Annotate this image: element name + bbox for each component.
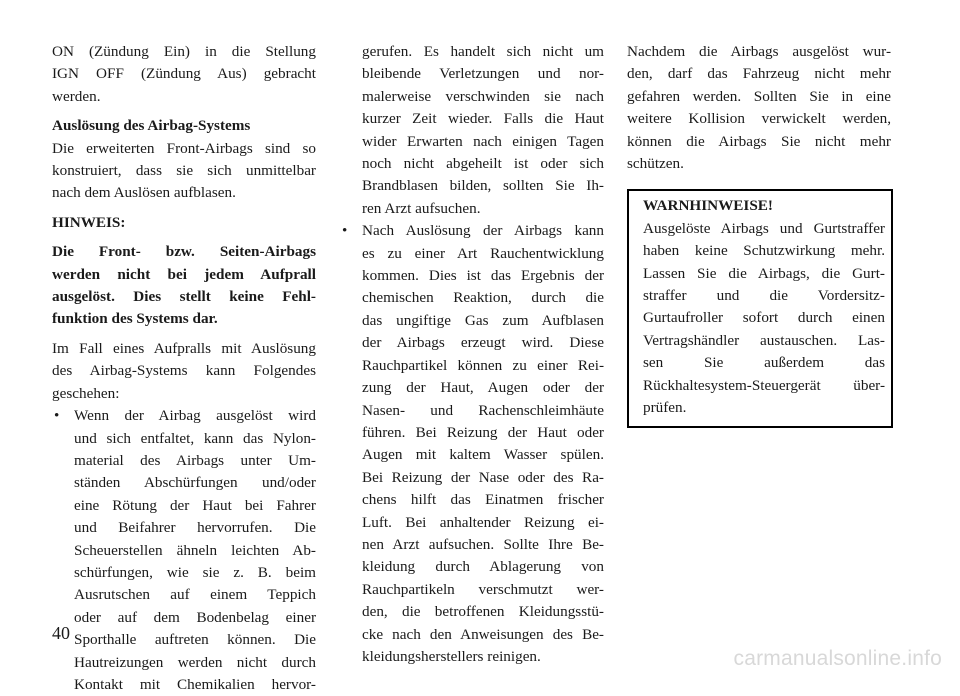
warning-title: WARNHINWEISE! [643,197,773,215]
text-line: schürfungen, wie sie z. B. beim [74,563,316,581]
text-line: eine Rötung der Haut bei Fahrer [74,496,316,514]
text-line: gerufen. Es handelt sich nicht um [362,43,604,60]
text-line: chemischen Reaktion, durch die [362,289,604,307]
text-line: kleidung durch Ablagerung von [362,558,604,576]
text-line: material des Airbags unter Um- [74,451,316,469]
text-line: Lassen Sie die Airbags, die Gurt- [643,264,885,282]
text-line: haben keine Schutzwirkung mehr. [643,242,885,260]
section-heading: Auslösung des Airbag-Systems [52,117,251,135]
text-line: Rückhaltesystem-Steuergerät über- [643,376,885,394]
text-line: werden nicht bei jedem Aufprall [52,265,316,283]
text-line: weitere Kollision verwickelt werden, [627,110,891,128]
text-line: Die Front- bzw. Seiten-Airbags [52,243,316,261]
text-line: straffer und die Vordersitz- [643,287,885,305]
consequences-paragraph [52,338,316,405]
text-line: und Beifahrer hervorrufen. Die [74,519,316,537]
text-line: Gurtaufroller sofort durch einen [643,309,885,327]
text-line: führen. Bei Reizung der Haut oder [362,423,604,441]
text-line: nen Arzt aufsuchen. Sollte Ihre Be- [362,535,604,553]
text-line: ausgelöst. Dies stellt keine Fehl- [52,288,316,306]
watermark: carmanualsonline.info [733,647,942,670]
text-line: der Airbags erzeugt wird. Diese [362,334,604,352]
text-line: den, die betroffenen Kleidungsstü- [362,603,604,621]
text-line: zung der Haut, Augen oder der [362,379,604,397]
bullet-dot-icon: • [342,222,348,240]
warning-box [627,189,893,427]
text-line: schützen. [627,155,684,173]
text-line: prüfen. [643,399,687,417]
text-line: Nach Auslösung der Airbags kann [362,222,604,240]
text-line: ON (Zündung Ein) in die Stellung [52,43,316,60]
text-line: Luft. Bei anhaltender Reizung ei- [362,513,604,531]
text-line: werden. [52,87,101,105]
text-line: Ausrutschen auf einem Teppich [74,586,316,604]
text-line: ständen Abschürfungen und/oder [74,474,316,492]
text-line: Wenn der Airbag ausgelöst wird [74,407,316,425]
column-2 [340,41,604,668]
text-line: kleidungsherstellers reinigen. [362,647,541,665]
text-line: kommen. Dies ist das Ergebnis der [362,267,604,285]
text-line: funktion des Systems dar. [52,310,218,328]
text-line: Rauchpartikel können zu einer Rei- [362,356,604,374]
text-line: oder auf dem Bodenbelag einer [74,608,316,626]
note-label: HINWEIS: [52,213,126,231]
column-1 [52,41,316,696]
bullet-continuation [340,41,604,220]
text-line: Nasen- und Rachenschleimhäute [362,401,604,419]
text-line: cke nach den Anweisungen des Be- [362,625,604,643]
text-line: und sich entfaltet, kann das Nylon- [74,429,316,447]
bullet-item-abrasions [52,405,316,696]
text-line: Bei Reizung der Nase oder des Ra- [362,468,604,486]
text-line: sen Sie außerdem das [643,354,885,372]
text-line: gefahren werden. Sollten Sie in eine [627,87,891,105]
text-line: Kontakt mit Chemikalien hervor- [74,675,316,693]
text-line: den, darf das Fahrzeug nicht mehr [627,65,891,83]
page-number: 40 [52,623,70,643]
text-line: Sporthalle auftreten können. Die [74,631,316,649]
section-airbag-deployment [52,115,316,205]
text-line: es zu einer Art Rauchentwicklung [362,244,604,262]
intro-paragraph [52,41,316,108]
text-line: wider Erwarten nach einigen Tagen [362,132,604,150]
column-3 [627,41,891,428]
text-line: Im Fall eines Aufpralls mit Auslösung [52,339,316,357]
text-line: IGN OFF (Zündung Aus) gebracht [52,65,316,83]
text-line: Hautreizungen werden nicht durch [74,653,316,671]
text-line: nach dem Auslösen aufblasen. [52,184,236,202]
text-line: Die erweiterten Front-Airbags sind so [52,139,316,157]
text-line: Nachdem die Airbags ausgelöst wur- [627,43,891,60]
text-line: Vertragshändler austauschen. Las- [643,331,885,349]
text-line: Rauchpartikeln verschmutzt wer- [362,580,604,598]
text-line: Augen mit kaltem Wasser spülen. [362,446,604,464]
text-line: kurzer Zeit wieder. Falls die Haut [362,110,604,128]
text-line: geschehen: [52,384,120,402]
text-line: malerweise verschwinden sie nach [362,87,604,105]
text-line: Ausgelöste Airbags und Gurtstraffer [643,219,885,237]
text-line: bleibende Verletzungen und nor- [362,65,604,83]
text-line: des Airbag-Systems kann Folgendes [52,362,316,380]
text-line: das ungiftige Gas zum Aufblasen [362,311,604,329]
note-text [52,241,316,331]
text-line: noch nicht abgeheilt ist oder sich [362,155,604,173]
text-line: ren Arzt aufsuchen. [362,199,481,217]
text-line: Scheuerstellen ähneln leichten Ab- [74,541,316,559]
bullet-item-smoke [340,220,604,668]
bullet-dot-icon: • [54,407,60,425]
after-deployment-paragraph [627,41,891,175]
text-line: chens hilft das Einatmen frischer [362,491,604,509]
text-line: können die Airbags Sie nicht mehr [627,132,891,150]
text-line: konstruiert, dass sie sich unmittelbar [52,162,316,180]
text-line: Brandblasen bilden, sollten Sie Ih- [362,177,604,195]
